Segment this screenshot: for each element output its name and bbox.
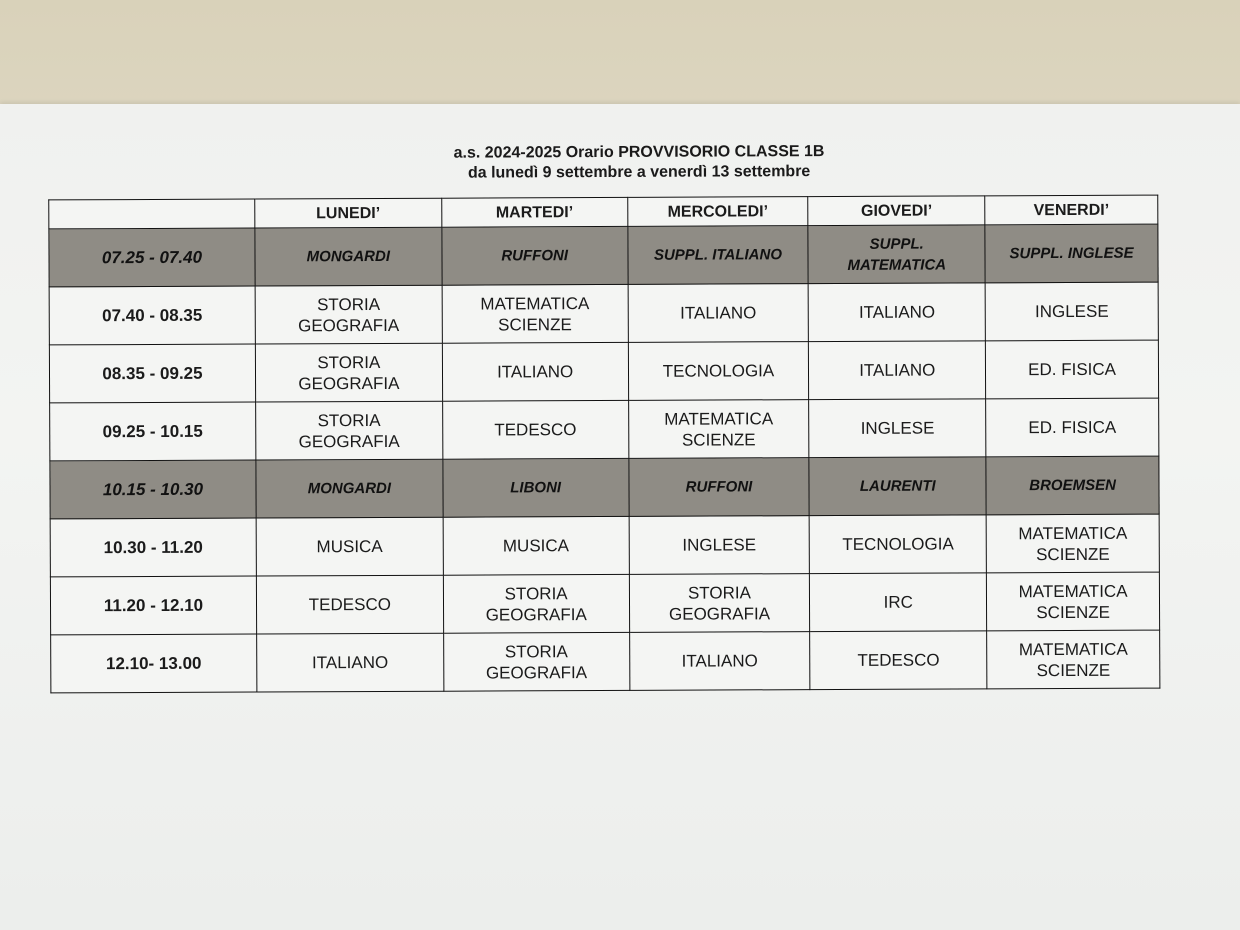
cell-line: MONGARDI: [307, 479, 392, 498]
subject-cell: [986, 514, 1159, 573]
subject-cell: [257, 633, 444, 692]
cell-line: MATEMATICA: [1018, 523, 1128, 543]
subject-cell: [987, 572, 1160, 631]
cell-line: ED. FISICA: [1028, 417, 1117, 438]
cell-line: MONGARDI: [306, 247, 391, 266]
subject-cell: [629, 516, 810, 575]
teacher-cell: [986, 456, 1159, 515]
cell-line: TEDESCO: [308, 594, 391, 615]
cell-line: GEOGRAFIA: [485, 604, 587, 625]
title-line-1: a.s. 2024-2025 Orario PROVVISORIO CLASSE 1B: [453, 143, 825, 162]
duty-row: [50, 456, 1159, 519]
subject-cell: [442, 342, 628, 401]
subject-cell: [256, 575, 443, 634]
cell-line: RUFFONI: [501, 247, 569, 265]
subject-cell: [442, 284, 628, 343]
subject-cell: [809, 283, 986, 342]
cell-line: GEOGRAFIA: [298, 431, 400, 451]
subject-cell: [255, 285, 442, 344]
subject-cell: [443, 574, 629, 633]
subject-cell: [628, 342, 809, 401]
cell-line: TEDESCO: [494, 420, 577, 440]
cell-line: ED. FISICA: [1028, 359, 1117, 380]
cell-line: SCIENZE: [498, 314, 572, 334]
subject-cell: [986, 340, 1159, 399]
cell-line: STORIA: [687, 582, 751, 603]
cell-line: LIBONI: [510, 479, 562, 497]
teacher-cell: [627, 226, 808, 285]
day-header: MARTEDI’: [441, 197, 627, 227]
cell-line: STORIA: [504, 641, 568, 661]
header-corner-cell: [49, 199, 255, 229]
schedule-document: [48, 141, 1162, 694]
subject-cell: [810, 515, 987, 574]
cell-line: STORIA: [317, 352, 381, 372]
cell-line: INGLESE: [682, 535, 757, 555]
subject-cell: [255, 343, 442, 402]
subject-cell: [629, 632, 810, 691]
subject-cell: [986, 398, 1159, 457]
time-slot-cell: 07.25 - 07.40: [49, 228, 255, 287]
subject-cell: [443, 516, 629, 575]
lesson-row: [49, 282, 1158, 345]
cell-line: SCIENZE: [1036, 602, 1111, 622]
cell-line: MATEMATICA: [1018, 639, 1128, 659]
subject-cell: [442, 400, 628, 459]
time-slot-cell: 12.10- 13.00: [51, 634, 257, 693]
cell-line: TECNOLOGIA: [662, 361, 775, 381]
subject-cell: [443, 632, 629, 691]
document-title: [118, 141, 1160, 186]
time-slot-cell: 11.20 - 12.10: [50, 576, 256, 635]
cell-line: STORIA: [504, 583, 568, 603]
cell-line: ITALIANO: [859, 360, 936, 380]
lesson-row: [50, 572, 1159, 635]
cell-line: STORIA: [317, 410, 381, 430]
lesson-row: [50, 398, 1159, 461]
day-header: LUNEDI’: [255, 198, 442, 228]
cell-line: GEOGRAFIA: [485, 662, 588, 683]
subject-cell: [810, 631, 987, 690]
subject-cell: [809, 341, 986, 400]
teacher-cell: [255, 227, 442, 286]
cell-line: INGLESE: [860, 418, 935, 438]
subject-cell: [809, 399, 986, 458]
subject-cell: [985, 282, 1158, 341]
cell-line: TEDESCO: [857, 650, 940, 670]
day-header: GIOVEDI’: [808, 196, 985, 226]
cell-line: IRC: [883, 592, 913, 612]
teacher-cell: [256, 459, 443, 518]
cell-line: GEOGRAFIA: [298, 315, 400, 335]
subject-cell: [628, 400, 809, 459]
timetable: [48, 195, 1160, 694]
time-slot-cell: 08.35 - 09.25: [49, 344, 255, 403]
cell-line: LAURENTI: [859, 477, 936, 495]
lesson-row: [49, 340, 1158, 403]
teacher-cell: [809, 457, 986, 516]
cell-line: MATEMATICA: [847, 256, 947, 274]
cell-line: SCIENZE: [1036, 544, 1110, 564]
time-slot-cell: 10.15 - 10.30: [50, 460, 256, 519]
cell-line: MATEMATICA: [480, 293, 590, 314]
cell-line: MATEMATICA: [664, 408, 774, 429]
lesson-row: [51, 630, 1160, 693]
teacher-cell: [443, 458, 629, 517]
teacher-cell: [628, 458, 809, 517]
cell-line: STORIA: [317, 294, 381, 314]
cell-line: GEOGRAFIA: [298, 373, 400, 393]
cell-line: SUPPL.: [869, 235, 924, 253]
time-slot-cell: 07.40 - 08.35: [49, 286, 255, 345]
time-slot-cell: 10.30 - 11.20: [50, 518, 256, 577]
subject-cell: [810, 573, 987, 632]
cell-line: GEOGRAFIA: [668, 603, 771, 624]
cell-line: ITALIANO: [680, 303, 757, 323]
cell-line: TECNOLOGIA: [842, 534, 954, 554]
day-header: VENERDI’: [985, 195, 1158, 225]
subject-cell: [987, 630, 1160, 689]
lesson-row: [50, 514, 1159, 577]
subject-cell: [628, 284, 809, 343]
subject-cell: [256, 517, 443, 576]
cell-line: MUSICA: [502, 536, 570, 556]
subject-cell: [256, 401, 443, 460]
day-header: MERCOLEDI’: [627, 197, 808, 227]
cell-line: ITALIANO: [311, 652, 389, 673]
cell-line: RUFFONI: [685, 478, 753, 496]
cell-line: MUSICA: [316, 536, 383, 557]
cell-line: ITALIANO: [858, 302, 936, 322]
cell-line: SCIENZE: [681, 429, 756, 450]
cell-line: SCIENZE: [1036, 660, 1111, 680]
desk-background: [0, 0, 1240, 115]
teacher-cell: [985, 224, 1158, 283]
cell-line: MATEMATICA: [1018, 581, 1128, 601]
duty-row: [49, 224, 1158, 287]
cell-line: ITALIANO: [681, 651, 758, 671]
title-line-2: da lunedì 9 settembre a venerdì 13 settembre: [467, 163, 811, 182]
cell-line: BROEMSEN: [1029, 476, 1116, 495]
cell-line: ITALIANO: [497, 362, 574, 382]
teacher-cell: [442, 226, 628, 285]
subject-cell: [629, 574, 810, 633]
cell-line: SUPPL. ITALIANO: [653, 246, 783, 264]
teacher-cell: [808, 225, 985, 284]
time-slot-cell: 09.25 - 10.15: [50, 402, 256, 461]
cell-line: SUPPL. INGLESE: [1009, 244, 1134, 263]
cell-line: INGLESE: [1034, 301, 1109, 322]
